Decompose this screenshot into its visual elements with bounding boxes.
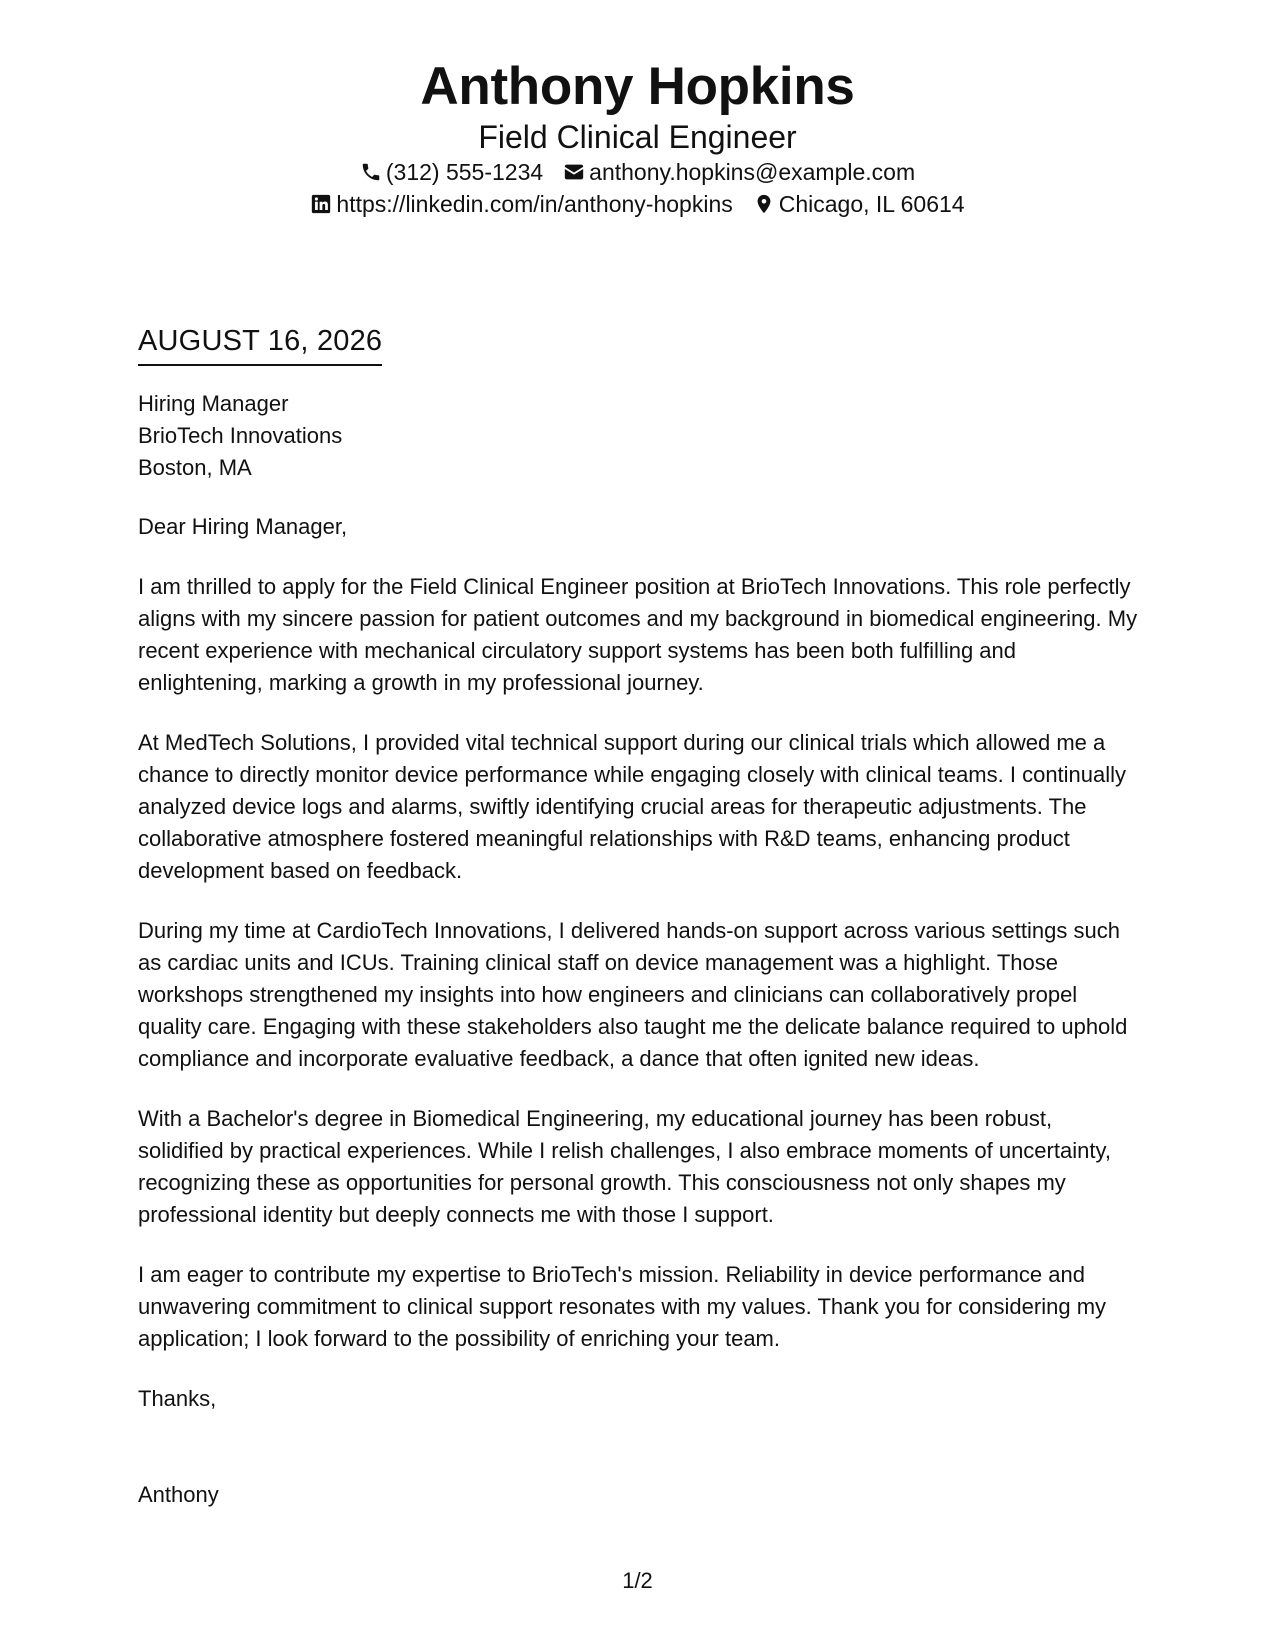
phone-text: (312) 555-1234 bbox=[385, 159, 544, 185]
recipient-name: Hiring Manager bbox=[138, 391, 289, 416]
letter-date: AUGUST 16, 2026 bbox=[138, 322, 382, 366]
paragraph-2: At MedTech Solutions, I provided vital technical support during our clinical trials which allowed me a chance to directly monitor device performance while engaging closely with clinical teams. I continually analyzed device logs and alarms, swiftly identifying crucial areas for therapeutic adjustments. The collaborative atmosphere fostered meaningful relationships with R&D teams, enhancing product development based on feedback. bbox=[138, 730, 1127, 883]
contact-email bbox=[563, 156, 915, 188]
letter-header bbox=[0, 56, 1275, 220]
paragraph-1: I am thrilled to apply for the Field Clinical Engineer position at BrioTech Innovations. This role perfectly aligns with my sincere passion for patient outcomes and my background in biomedical engineering. My recent experience with mechanical circulatory support systems has been both fulfilling and enlightening, marking a growth in my professional journey. bbox=[138, 574, 1138, 695]
closing: Thanks, bbox=[138, 1386, 217, 1411]
email-text: anthony.hopkins@example.com bbox=[589, 159, 916, 185]
salutation: Dear Hiring Manager, bbox=[138, 514, 348, 539]
recipient-block bbox=[138, 388, 1138, 484]
contact-row-2 bbox=[0, 188, 1275, 220]
contact-phone bbox=[360, 156, 543, 188]
page-number: 1/2 bbox=[622, 1568, 653, 1593]
recipient-location: Boston, MA bbox=[138, 455, 252, 480]
applicant-name: Anthony Hopkins bbox=[420, 57, 855, 116]
paragraph-3: During my time at CardioTech Innovations, I delivered hands-on support across various settings such as cardiac units and ICUs. Training clinical staff on device management was a highlight. Those workshops strengthened my insights into how engineers and clinicians can collaboratively propel quality care. Engaging with these stakeholders also taught me the delicate balance required to uphold compliance and incorporate evaluative feedback, a dance that often ignited new ideas. bbox=[138, 918, 1128, 1071]
contact-row-1 bbox=[0, 156, 1275, 188]
linkedin-text: https://linkedin.com/in/anthony-hopkins bbox=[336, 191, 733, 217]
contact-linkedin bbox=[310, 188, 732, 220]
phone-icon bbox=[360, 161, 382, 183]
paragraph-4: With a Bachelor's degree in Biomedical Engineering, my educational journey has been robust, solidified by practical experiences. While I relish challenges, I also embrace moments of uncertainty, recognizing these as opportunities for personal growth. This consciousness not only shapes my professional identity but deeply connects me with those I support. bbox=[138, 1106, 1111, 1227]
signature: Anthony bbox=[138, 1482, 219, 1507]
envelope-icon bbox=[563, 161, 585, 183]
applicant-title: Field Clinical Engineer bbox=[478, 119, 797, 155]
linkedin-icon bbox=[310, 193, 332, 215]
location-text: Chicago, IL 60614 bbox=[778, 191, 965, 217]
paragraph-5: I am eager to contribute my expertise to BrioTech's mission. Reliability in device performance and unwavering commitment to clinical support resonates with my values. Thank you for considering my application; I look forward to the possibility of enriching your team. bbox=[138, 1262, 1107, 1351]
contact-location bbox=[753, 188, 965, 220]
letter-body bbox=[138, 322, 1138, 1511]
map-pin-icon bbox=[753, 193, 775, 215]
recipient-company: BrioTech Innovations bbox=[138, 423, 343, 448]
